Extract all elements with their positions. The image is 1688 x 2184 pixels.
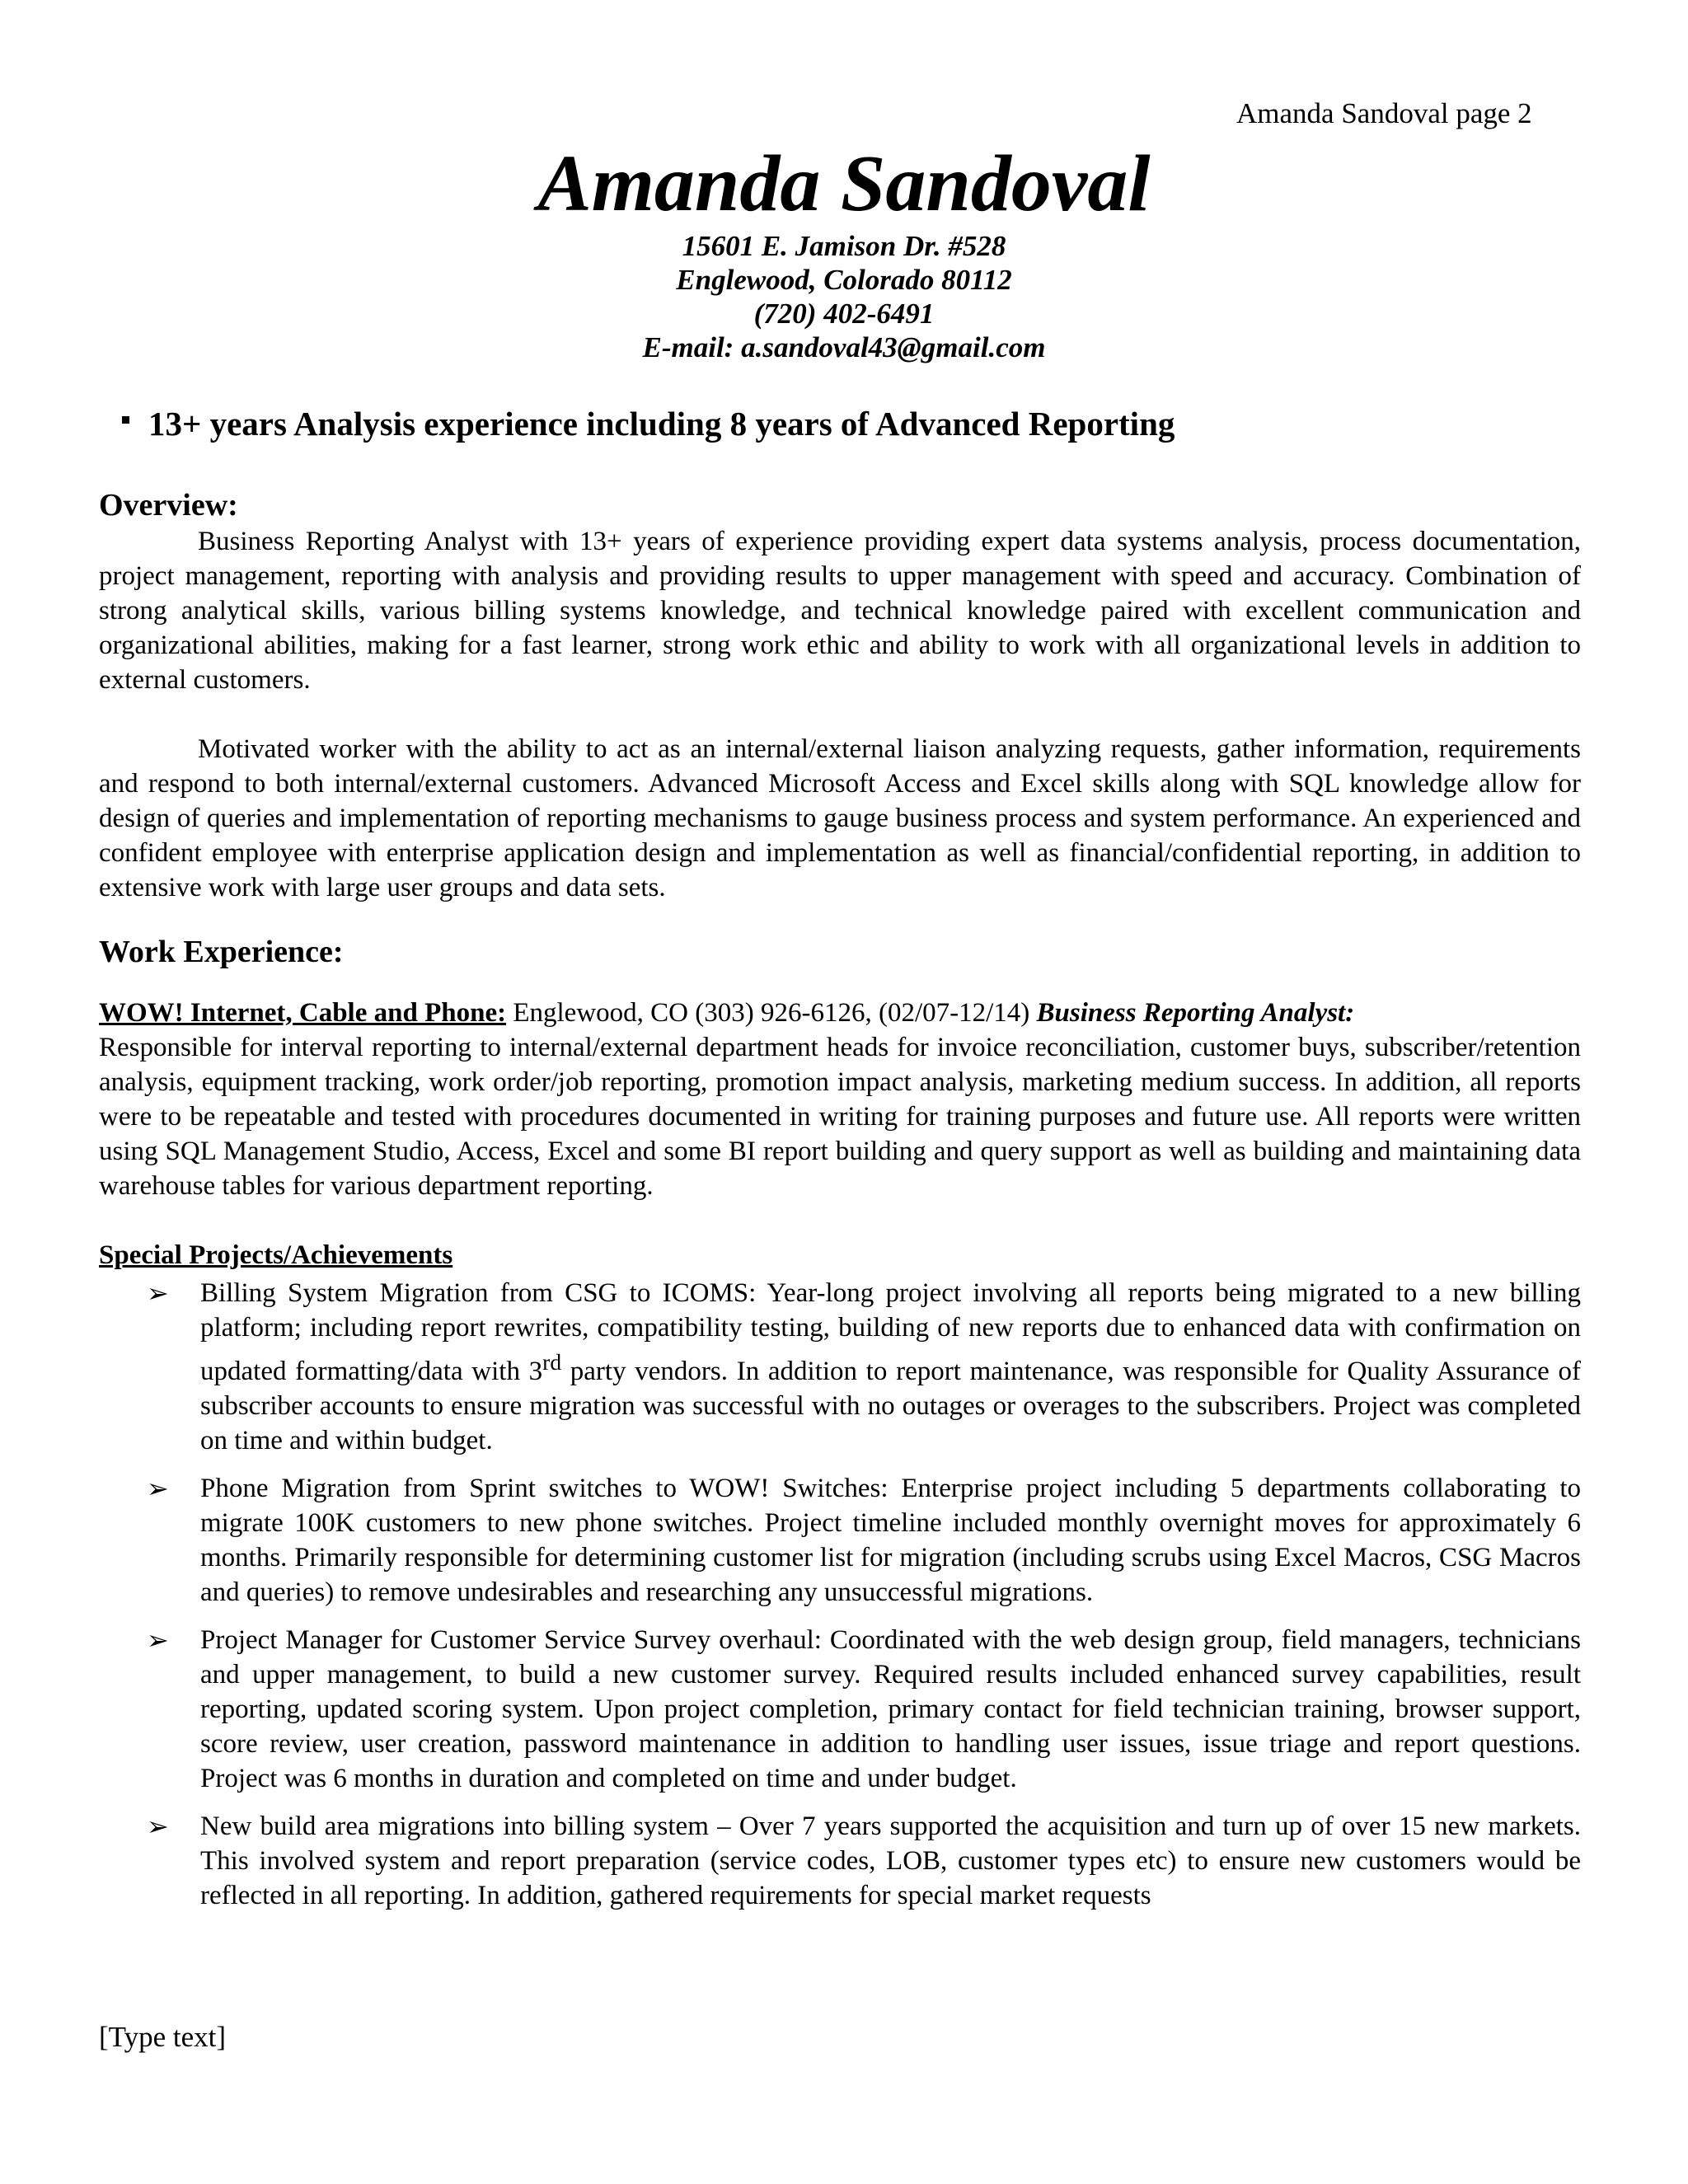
candidate-name: Amanda Sandoval — [537, 139, 1151, 228]
overview-paragraph-2: Motivated worker with the ability to act as an internal/external liaison analyzing requests, gather information, requirements and respond to both internal/external customers. Advanced Microsoft Access and Excel skills along with SQL knowledge allow for design of queries and implementation of reporting mechanisms to gauge business process and system performance. An experienced and confident employee with enterprise application design and implementation as well as financial/confidential reporting, in addition to extensive work with large user groups and data sets. — [99, 734, 1581, 902]
arrow-bullet-icon: ➢ — [147, 1473, 169, 1504]
arrow-bullet-icon: ➢ — [147, 1811, 169, 1842]
project-text-cont: party vendors. In addition to report maintenance, was responsible for Quality Assurance of subscriber accounts to ensure migration was successful with no outages or overages to the subscribers. Project was completed on time and within budget. — [200, 1357, 1581, 1455]
employer-location: Englewood, CO (303) 926-6126, (02/07-12/14) — [506, 998, 1037, 1028]
highlight-text: 13+ years Analysis experience including 8 years of Advanced Reporting — [148, 405, 1175, 443]
paragraph-spacer — [99, 697, 1581, 732]
resume-header — [0, 138, 1688, 364]
email-address: E-mail: a.sandoval43@gmail.com — [642, 331, 1046, 363]
special-projects-list — [99, 1276, 1581, 1913]
work-experience-heading: Work Experience: — [99, 935, 344, 969]
phone-number: (720) 402-6491 — [753, 298, 935, 330]
project-text: New build area migrations into billing system – Over 7 years supported the acquisition and turn up of over 15 new markets. This involved system and report preparation (service codes, LOB, customer types etc) to ensure new customers would be reflected in all reporting. In addition, gathered requirements for special market requests — [200, 1811, 1581, 1910]
list-item — [99, 1471, 1581, 1610]
page-label: Amanda Sandoval page 2 — [1236, 97, 1532, 129]
job-description: Responsible for interval reporting to internal/external department heads for invoice reconciliation, customer buys, subscriber/retention analysis, equipment tracking, work order/job reporting, promotion impact analysis, marketing medium success. In addition, all reports were to be repeatable and tested with procedures documented in writing for training purposes and future use. All reports were written using SQL Management Studio, Access, Excel and some BI report building and query support as well as building and maintaining data warehouse tables for various department reporting. — [99, 1033, 1581, 1201]
employer-name: WOW! Internet, Cable and Phone: — [99, 998, 507, 1028]
experience-highlight — [148, 404, 1175, 443]
project-text: Phone Migration from Sprint switches to WOW! Switches: Enterprise project including 5 departments collaborating to migrate 100K customers to new phone switches. Project timeline included monthly overnight moves for approximately 6 months. Primarily responsible for determining customer list for migration (including scrubs using Excel Macros, CSG Macros and queries) to remove undesirables and researching any unsuccessful migrations. — [200, 1474, 1581, 1607]
square-bullet-icon — [122, 416, 129, 424]
footer-placeholder: [Type text] — [99, 2021, 227, 2053]
list-item — [99, 1809, 1581, 1913]
list-item — [99, 1276, 1581, 1458]
employer-entry — [99, 996, 1581, 1030]
arrow-bullet-icon: ➢ — [147, 1277, 169, 1309]
address-line-1: 15601 E. Jamison Dr. #528 — [682, 230, 1006, 262]
ordinal-suffix: rd — [542, 1349, 562, 1375]
job-role: Business Reporting Analyst: — [1036, 998, 1355, 1028]
project-text: Project Manager for Customer Service Survey overhaul: Coordinated with the web design group, field managers, technicians and upper management, to build a new customer survey. Required results included enhanced survey capabilities, result reporting, updated scoring system. Upon project completion, primary contact for field technician training, browser support, score review, user creation, password maintenance in addition to handling user issues, issue triage and report questions. Project was 6 months in duration and completed on time and under budget. — [200, 1625, 1581, 1793]
overview-heading: Overview: — [99, 488, 238, 523]
resume-body — [99, 486, 1581, 1926]
overview-paragraph-1: Business Reporting Analyst with 13+ years of experience providing expert data systems analysis, process documentation, project management, reporting with analysis and providing results to upper management with speed and accuracy. Combination of strong analytical skills, various billing systems knowledge, and technical knowledge paired with excellent communication and organizational abilities, making for a fast learner, strong work ethic and ability to work with all organizational levels in addition to external customers. — [99, 527, 1581, 695]
project-text: Billing System Migration from CSG to ICOMS: Year-long project involving all reports being migrated to a new billing platform; including report rewrites, compatibility testing, building of new reports due to enhanced data with confirmation on updated formatting/data with 3 — [200, 1278, 1581, 1386]
list-item — [99, 1623, 1581, 1796]
address-line-2: Englewood, Colorado 80112 — [676, 264, 1012, 296]
arrow-bullet-icon: ➢ — [147, 1624, 169, 1656]
special-projects-heading: Special Projects/Achievements — [99, 1240, 453, 1270]
